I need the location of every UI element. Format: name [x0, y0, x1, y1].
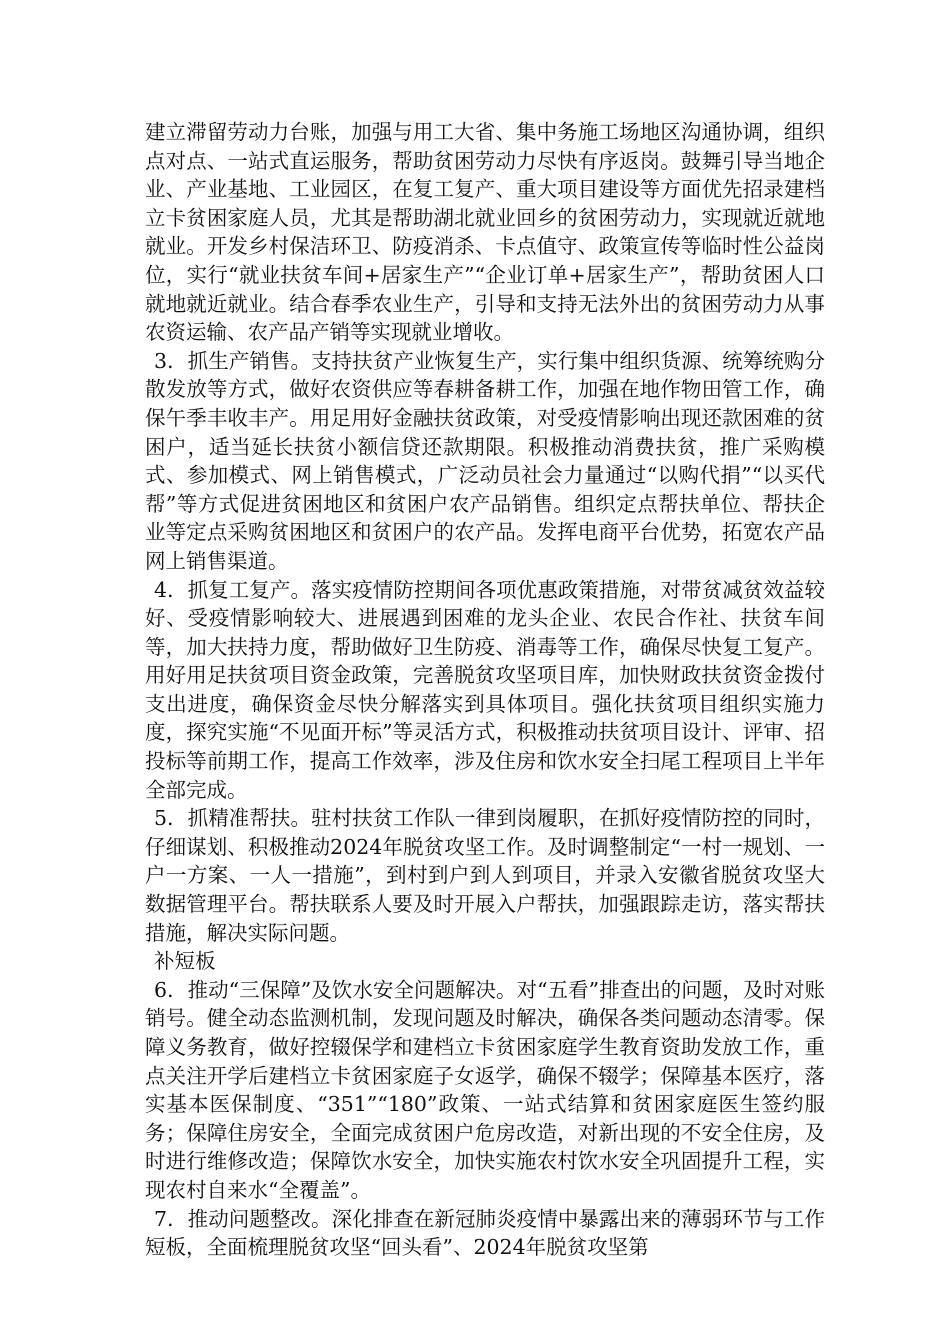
paragraph-three-guarantees: 6．推动“三保障”及饮水安全问题解决。对“五看”排查出的问题，及时对账销号。健全动态监测机制，发现问题及时解决，确保各类问题动态清零。保障义务教育，做好控辍保学和建档立卡贫困家庭学生教育资助发放工作，重点关注开学后建档立卡贫困家庭子女返学，确保不辍学；保障基本医疗，落实基本医保制度、“351”“180”政策、一站式结算和贫困家庭医生签约服务；保障住房安全，全面完成贫困户危房改造，对新出现的不安全住房，及时进行维修改造；保障饮水安全，加快实施农村饮水安全巩固提升工程，实现农村自来水“全覆盖”。 [145, 977, 825, 1202]
section-heading-shortcomings: 补短板 [154, 949, 216, 974]
paragraph-production-sales: 3．抓生产销售。支持扶贫产业恢复生产，实行集中组织货源、统筹统购分散发放等方式，做好农资供应等春耕备耕工作，加强在地作物田管工作，确保午季丰收丰产。用足用好金融扶贫政策，对受疫情影响出现还款困难的贫困户，适当延长扶贫小额信贷还款期限。积极推动消费扶贫，推广采购模式、参加模式、网上销售模式，广泛动员社会力量通过“以购代捐”“以买代帮”等方式促进贫困地区和贫困户农产品销售。组织定点帮扶单位、帮扶企业等定点采购贫困地区和贫困户的农产品。发挥电商平台优势，拓宽农产品网上销售渠道。 [145, 348, 825, 573]
paragraph-employment-continued: 建立滞留劳动力台账，加强与用工大省、集中务施工场地区沟通协调，组织点对点、一站式直运服务，帮助贫困劳动力尽快有序返岗。鼓舞引导当地企业、产业基地、工业园区，在复工复产、重大项目建设等方面优先招录建档立卡贫困家庭人员，尤其是帮助湖北就业回乡的贫困劳动力，实现就近就地就业。开发乡村保洁环卫、防疫消杀、卡点值守、政策宣传等临时性公益岗位，实行“就业扶贫车间+居家生产”“企业订单+居家生产”，帮助贫困人口就地就近就业。结合春季农业生产，引导和支持无法外出的贫困劳动力从事农资运输、农产品产销等实现就业增收。 [145, 120, 825, 345]
paragraph-problem-rectification: 7．推动问题整改。深化排查在新冠肺炎疫情中暴露出来的薄弱环节与工作短板，全面梳理脱贫攻坚“回头看”、2024年脱贫攻坚第 [145, 1206, 825, 1260]
paragraph-precise-assistance: 5．抓精准帮扶。驻村扶贫工作队一律到岗履职，在抓好疫情防控的同时，仔细谋划、积极推动2024年脱贫攻坚工作。及时调整制定“一村一规划、一户一方案、一人一措施”，到村到户到人到项目，并录入安徽省脱贫攻坚大数据管理平台。帮扶联系人要及时开展入户帮扶，加强跟踪走访，落实帮扶措施，解决实际问题。 [145, 806, 825, 945]
document-body [145, 118, 825, 1262]
paragraph-resume-work: 4．抓复工复产。落实疫情防控期间各项优惠政策措施，对带贫减贫效益较好、受疫情影响较大、进展遇到困难的龙头企业、农民合作社、扶贫车间等，加大扶持力度，帮助做好卫生防疫、消毒等工作，确保尽快复工复产。用好用足扶贫项目资金政策，完善脱贫攻坚项目库，加快财政扶贫资金拨付支出进度，确保资金尽快分解落实到具体项目。强化扶贫项目组织实施力度，探究实施“不见面开标”等灵活方式，积极推动扶贫项目设计、评审、招投标等前期工作，提高工作效率，涉及住房和饮水安全扫尾工程项目上半年全部完成。 [145, 577, 825, 802]
